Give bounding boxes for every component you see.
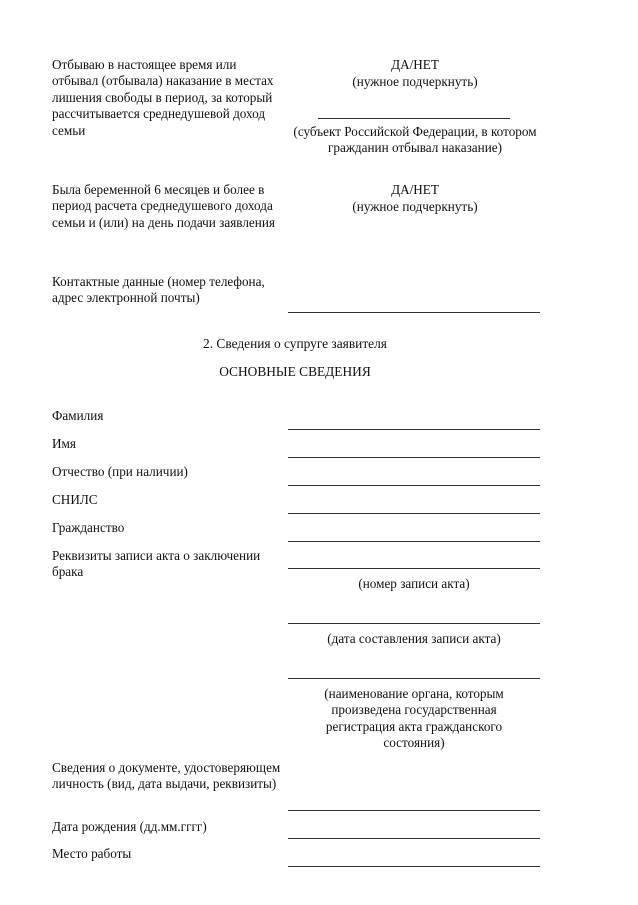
patronymic-label: Отчество (при наличии)	[52, 464, 188, 479]
surname-field[interactable]	[288, 429, 540, 430]
snils-label: СНИЛС	[52, 492, 98, 507]
marriage-record-date-hint: (дата составления записи акта)	[327, 631, 501, 646]
page-bottom-fragment-right	[275, 899, 323, 905]
marriage-record-date-field[interactable]	[288, 623, 540, 624]
contacts-label: Контактные данные (номер телефона, адрес электронной почты)	[52, 274, 265, 306]
workplace-label: Место работы	[52, 846, 132, 861]
pregnancy-yes-no-option[interactable]: ДА/НЕТ	[391, 182, 439, 197]
marriage-record-number-field[interactable]	[288, 568, 540, 569]
pregnancy-underline-hint: (нужное подчеркнуть)	[352, 199, 478, 214]
imprisonment-region-hint: (субъект Российской Федерации, в котором гражданин отбывал наказание)	[293, 124, 537, 156]
citizenship-label: Гражданство	[52, 520, 125, 535]
marriage-record-label: Реквизиты записи акта о заключении брака	[52, 548, 261, 580]
birth-date-label: Дата рождения (дд.мм.гггг)	[52, 819, 207, 834]
name-field[interactable]	[288, 457, 540, 458]
imprisonment-underline-hint: (нужное подчеркнуть)	[352, 74, 478, 89]
workplace-field[interactable]	[288, 866, 540, 867]
imprisonment-question-label: Отбываю в настоящее время или отбывал (отбывала) наказание в местах лишения свободы в период, за который рассчитывается среднедушевой доход семьи	[52, 57, 274, 138]
id-document-field[interactable]	[288, 810, 540, 811]
marriage-record-number-hint: (номер записи акта)	[358, 576, 470, 591]
patronymic-field[interactable]	[288, 485, 540, 486]
imprisonment-yes-no-option[interactable]: ДА/НЕТ	[391, 57, 439, 72]
registrar-hint: (наименование органа, которым произведена государственная регистрация акта гражданского состояния)	[324, 686, 504, 751]
section-subtitle: ОСНОВНЫЕ СВЕДЕНИЯ	[219, 364, 371, 379]
contacts-field[interactable]	[288, 312, 540, 313]
imprisonment-region-field[interactable]	[318, 118, 510, 119]
id-document-label: Сведения о документе, удостоверяющем личность (вид, дата выдачи, реквизиты)	[52, 760, 281, 792]
registrar-field[interactable]	[288, 678, 540, 679]
snils-field[interactable]	[288, 513, 540, 514]
birth-date-field[interactable]	[288, 838, 540, 839]
surname-label: Фамилия	[52, 408, 104, 423]
name-label: Имя	[52, 436, 76, 451]
pregnancy-question-label: Была беременной 6 месяцев и более в период расчета среднедушевого дохода семьи и (или) на день подачи заявления	[52, 182, 275, 230]
citizenship-field[interactable]	[288, 541, 540, 542]
section-title: 2. Сведения о супруге заявителя	[203, 336, 387, 351]
page-bottom-fragment-left	[180, 899, 232, 905]
